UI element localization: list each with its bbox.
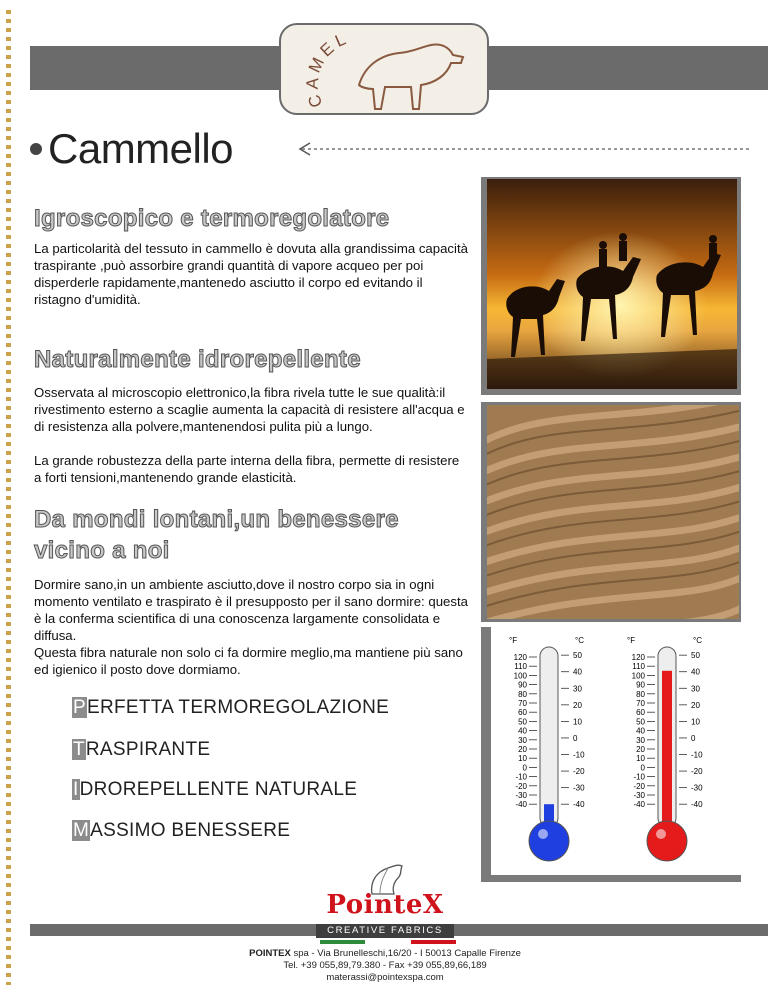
f-tick-label: -30: [633, 791, 645, 800]
section-heading-2: Naturalmente idrorepellente: [34, 346, 361, 373]
f-tick-label: 40: [636, 726, 645, 736]
f-tick-label: 30: [636, 735, 645, 745]
c-tick-label: -10: [691, 750, 703, 760]
f-tick-label: -10: [633, 772, 645, 782]
f-tick-label: 20: [636, 745, 645, 754]
hot-thermometer-mercury: [662, 671, 672, 827]
c-tick-label: 40: [573, 667, 582, 677]
section-body-1: La particolarità del tessuto in cammello è dovuta alla grandissima capacità traspirante ,può assorbire grandi quantità di vapore acqueo per poi disperderle rapidamente,mantenedo asciutto il corpo ed evitando il ristagno d'umidità.: [34, 241, 468, 307]
c-tick-label: -20: [573, 767, 585, 777]
c-tick-label: 40: [691, 667, 700, 677]
contact-info: [230, 948, 540, 984]
f-tick-label: -40: [633, 800, 645, 810]
thermometer-panel: [481, 627, 741, 882]
f-tick-label: 20: [518, 745, 527, 754]
section-heading-3b: vicino a noi: [34, 537, 170, 564]
f-tick-label: 70: [636, 699, 645, 708]
brand-name: PointeX: [326, 890, 444, 920]
f-tick-label: -40: [515, 800, 527, 810]
c-tick-label: -40: [573, 800, 585, 810]
c-tick-label: 30: [573, 684, 582, 694]
c-tick-label: -30: [691, 783, 703, 793]
feature-item: IDROREPELLENTE NATURALE: [73, 779, 358, 800]
section-heading-1: Igroscopico e termoregolatore: [34, 205, 390, 232]
c-tick-label: 30: [691, 684, 700, 694]
hot-thermometer-f-label: °F: [627, 636, 636, 645]
section-body-3b: Questa fibra naturale non solo ci fa dormire meglio,ma mantiene più sano ed igienico il posto dove dormiamo.: [34, 645, 463, 677]
yarn-photo: [481, 402, 741, 622]
c-tick-label: -10: [573, 750, 585, 760]
f-tick-label: 80: [636, 689, 645, 699]
camel-sunset-photo: [481, 177, 741, 395]
f-tick-label: 0: [640, 763, 645, 773]
dotted-margin: [6, 10, 11, 985]
f-tick-label: 110: [514, 662, 527, 672]
section-body-3: Dormire sano,in un ambiente asciutto,dove il nostro corpo sia in ogni momento ventilato e traspirato è il presupposto per il sano dormire: questa è la conferma scientifica di una conoscenza largamente consolidata e diffusa.: [34, 577, 468, 643]
pointex-logo: [300, 862, 470, 940]
c-tick-label: 0: [691, 733, 696, 743]
camel-logo: [279, 23, 489, 115]
f-tick-label: 70: [518, 699, 527, 708]
f-tick-label: -20: [633, 781, 645, 791]
f-tick-label: -30: [515, 791, 527, 800]
feature-item: PERFETTA TERMOREGOLAZIONE: [73, 697, 390, 718]
f-tick-label: 100: [631, 671, 645, 681]
f-tick-label: 10: [518, 754, 527, 764]
svg-text:CAMEL: [303, 28, 353, 110]
cold-thermometer-bulb-highlight: [538, 829, 548, 839]
c-tick-label: 20: [691, 700, 700, 710]
f-tick-label: 80: [518, 689, 527, 699]
c-tick-label: 50: [691, 651, 700, 661]
italian-flag-stripe: [320, 940, 456, 944]
section-body-2: Osservata al microscopio elettronico,la fibra rivela tutte le sue qualità:il rivestimento esterno a scaglie aumenta la capacità di resistere all'acqua e di resistenza alla polvere,mantenendosi pulita più a lungo.: [34, 385, 465, 434]
bullet-icon: [30, 143, 42, 155]
email: materassi@pointexspa.com: [326, 972, 444, 983]
f-tick-label: 90: [636, 680, 645, 690]
brand-tagline: CREATIVE FABRICS: [316, 924, 454, 938]
f-tick-label: 50: [636, 717, 645, 727]
section-heading-3a: Da mondi lontani,un benessere: [34, 506, 399, 533]
arrow-left-icon: [296, 140, 752, 158]
f-tick-label: 10: [636, 754, 645, 764]
section-body-2b: La grande robustezza della parte interna della fibra, permette di resistere a forti tensioni,mantenendo grande elasticità.: [34, 453, 460, 485]
cold-thermometer-c-label: °C: [575, 636, 584, 645]
f-tick-label: 30: [518, 735, 527, 745]
f-tick-label: 60: [636, 708, 645, 718]
hot-thermometer-c-label: °C: [693, 636, 702, 645]
f-tick-label: 100: [513, 671, 527, 681]
title-row: [30, 124, 233, 174]
c-tick-label: -30: [573, 783, 585, 793]
f-tick-label: -20: [515, 781, 527, 791]
f-tick-label: 60: [518, 708, 527, 718]
f-tick-label: 0: [522, 763, 527, 773]
cold-thermometer-tube: [540, 647, 558, 827]
f-tick-label: 120: [631, 653, 645, 662]
f-tick-label: 90: [518, 680, 527, 690]
feature-item: MASSIMO BENESSERE: [73, 820, 291, 841]
feature-item: TRASPIRANTE: [73, 739, 211, 760]
c-tick-label: 50: [573, 651, 582, 661]
cold-thermometer-f-label: °F: [509, 636, 518, 645]
company-name: POINTEX: [249, 948, 291, 959]
address: spa - Via Brunelleschi,16/20 - I 50013 Capalle Firenze: [290, 948, 521, 959]
f-tick-label: 120: [513, 653, 527, 662]
c-tick-label: 10: [573, 717, 582, 727]
c-tick-label: 0: [573, 733, 578, 743]
c-tick-label: 10: [691, 717, 700, 727]
f-tick-label: 50: [518, 717, 527, 727]
c-tick-label: -40: [691, 800, 703, 810]
f-tick-label: 110: [632, 662, 645, 672]
hot-thermometer-bulb: [647, 821, 687, 861]
c-tick-label: -20: [691, 767, 703, 777]
cold-thermometer-bulb: [529, 821, 569, 861]
c-tick-label: 20: [573, 700, 582, 710]
thermometer-illustration: [491, 627, 741, 875]
phone-fax: Tel. +39 055,89,79.380 - Fax +39 055,89,66,189: [283, 960, 487, 971]
f-tick-label: -10: [515, 772, 527, 782]
f-tick-label: 40: [518, 726, 527, 736]
page-title: Cammello: [48, 125, 234, 172]
hot-thermometer-bulb-highlight: [656, 829, 666, 839]
logo-text: CAMEL: [302, 27, 353, 110]
